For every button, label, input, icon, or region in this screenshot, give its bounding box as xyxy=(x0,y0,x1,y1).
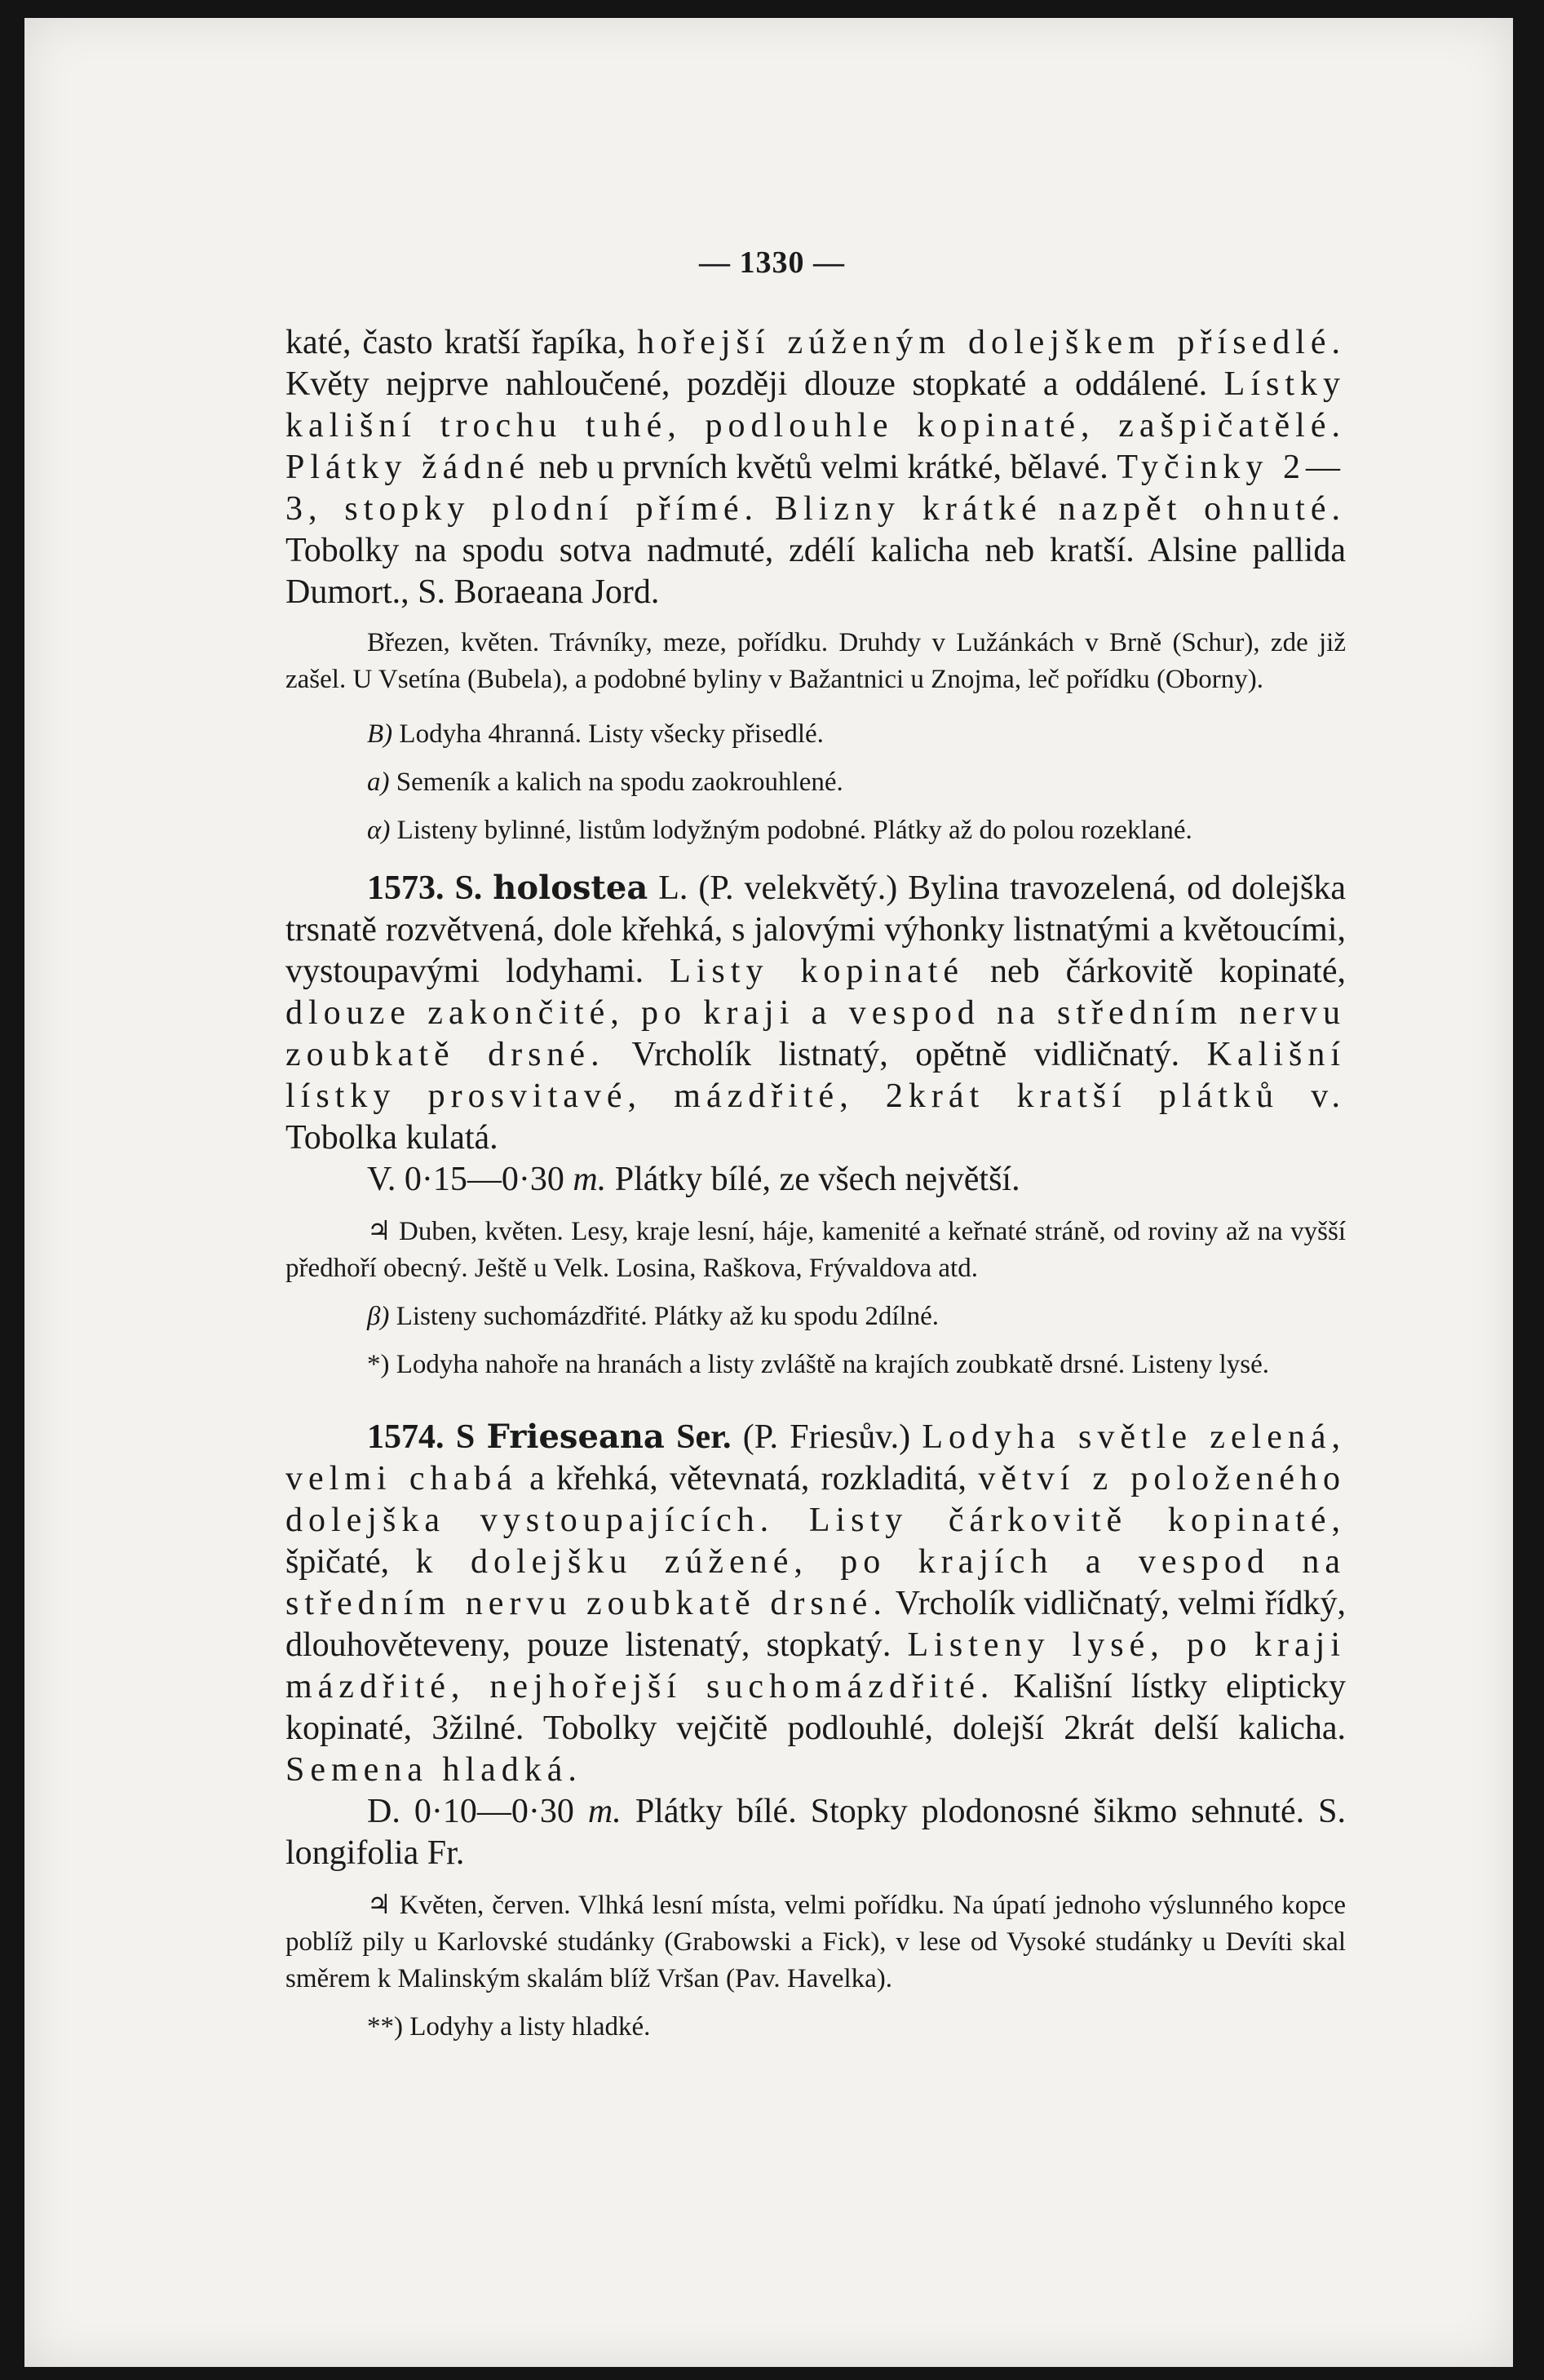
size-unit: m. xyxy=(573,1161,607,1198)
species-number: 1573. xyxy=(367,869,445,907)
spaced-text: k dolejšku zúžené, po krajích a vespod na středním nervu zoubkatě drsné. xyxy=(285,1543,1346,1622)
habitat-text: Květen, červen. Vlhká lesní místa, velmi pořídku. Na úpatí jednoho výslunného kopce poblíž pily u Karlovské studánky (Grabowski a Fick), v lese od Vysoké studánky u Devíti skal směrem k Malinským skalám blíž Vršan (Pav. Havelka). xyxy=(285,1891,1347,1993)
species-name: Frieseana xyxy=(486,1418,665,1456)
text-run: Bylina travozelená, od dolejška trsnatě rozvětvená, dole křehká, s jalovými výhonky listnatými a květoucími, vystoupavými lodyhami. xyxy=(285,869,1347,990)
perennial-symbol: ♃ xyxy=(367,1888,392,1920)
habitat-paragraph xyxy=(285,1886,1346,1997)
subsection-text: Listeny suchomázdřité. Plátky až ku spodu 2dílné. xyxy=(396,1302,940,1331)
subsection-text: Semeník a kalich na spodu zaokrouhlené. xyxy=(396,768,843,797)
footnote-marker: **) xyxy=(367,2012,403,2042)
species-1573-entry xyxy=(285,867,1346,1159)
spaced-text: Lístky kališní trochu tuhé, podlouhle kopinaté, zašpičatělé. xyxy=(285,365,1347,445)
species-vernacular: (P. Friesův.) xyxy=(742,1418,911,1456)
spaced-text: dlouze zakončité, po kraji a vespod na středním nervu zoubkatě drsné. xyxy=(285,994,1346,1073)
size-unit: m. xyxy=(587,1793,622,1830)
subsection-marker: α) xyxy=(367,816,391,845)
subsection-B xyxy=(285,716,1346,753)
spaced-text: Blizny krátké xyxy=(774,490,1042,528)
text-run: špičaté, xyxy=(285,1543,390,1581)
footnote-text: Lodyha nahoře na hranách a listy zvláště na krajích zoubkatě drsné. Listeny lysé. xyxy=(396,1350,1270,1379)
subsection-marker: a) xyxy=(367,768,390,797)
text-run: Květy nejprve nahloučené, později dlouze stopkaté a oddálené. xyxy=(285,365,1208,403)
habitat-paragraph: Březen, květen. Trávníky, meze, pořídku. Druhdy v Lužánkách v Brně (Schur), zde již zašel. U Vsetína (Bubela), a podobné byliny v Bažantnici u Znojma, leč pořídku (Oborny). xyxy=(285,628,1346,694)
species-genus: S. xyxy=(454,869,483,907)
footnote-marker: *) xyxy=(367,1350,390,1379)
species-vernacular: (P. velekvětý.) xyxy=(698,869,898,907)
spaced-text: větví z položeného dolejška xyxy=(285,1460,1347,1539)
page-body xyxy=(285,322,1346,2046)
size-range: D. 0·10—0·30 xyxy=(367,1793,574,1830)
species-number: 1574. xyxy=(367,1418,445,1456)
petal-description: Plátky bílé, ze všech největší. xyxy=(614,1161,1020,1198)
species-author: L. xyxy=(658,869,688,907)
spaced-text: Plátky žádné xyxy=(285,449,530,486)
footnote xyxy=(285,2009,1346,2046)
spaced-text: Lodyha světle zelená, velmi chabá xyxy=(285,1418,1347,1497)
perennial-symbol: ♃ xyxy=(367,1214,392,1246)
spaced-text: vystoupajících. xyxy=(480,1502,775,1539)
text-run: Vrcholík listnatý, opětně vidličnatý. xyxy=(631,1036,1180,1073)
spaced-text: Listy kopinaté xyxy=(670,953,965,990)
size-range: V. 0·15—0·30 xyxy=(367,1161,564,1198)
species-author: Ser. xyxy=(676,1418,732,1456)
footnote-text: Lodyhy a listy hladké. xyxy=(409,2012,651,2042)
spaced-text: nazpět ohnuté. xyxy=(1058,490,1346,528)
text-run: katé, často kratší řapíka, xyxy=(285,324,626,361)
species-1574-size xyxy=(285,1791,1346,1874)
spaced-text: hořejší zúženým dolejškem přísedlé. xyxy=(637,324,1347,361)
text-run: a křehká, větevnatá, rozkladitá, xyxy=(529,1460,967,1497)
spaced-text: Listy čárkovitě kopinaté, xyxy=(808,1502,1346,1539)
text-run: neb u prvních květů velmi krátké, bělavé. xyxy=(538,449,1108,486)
subsection-text: Lodyha 4hranná. Listy všecky přisedlé. xyxy=(399,719,824,749)
text-run: Tobolky na spodu sotva nadmuté, zdélí kalicha neb kratší. Alsine pallida Dumort., S. Boraeana Jord. xyxy=(285,532,1346,611)
petal-description: Plátky bílé. Stopky plodonosné šikmo sehnuté. S. longifolia Fr. xyxy=(285,1793,1346,1872)
subsection-a xyxy=(285,764,1346,801)
paragraph-description-continued xyxy=(285,322,1346,613)
spaced-text: Kališní lístky prosvitavé, mázdřité, 2krát kratší plátků v. xyxy=(285,1036,1346,1115)
subsection-marker: B) xyxy=(367,719,393,749)
spaced-text: Listeny lysé, po kraji mázdřité, nejhořejší suchomázdřité. xyxy=(285,1626,1347,1705)
footnote xyxy=(285,1347,1346,1383)
subsection-text: Listeny bylinné, listům lodyžným podobné. Plátky až do polou rozeklané. xyxy=(396,816,1192,845)
spaced-text: Semena hladká. xyxy=(285,1751,582,1789)
species-genus: S xyxy=(455,1418,476,1456)
species-name: holostea xyxy=(493,869,648,907)
species-1574-entry xyxy=(285,1416,1346,1791)
text-run: Kališní lístky elipticky kopinaté, 3žilné. Tobolky vejčitě podlouhlé, dolejší 2krát delší kalicha. xyxy=(285,1668,1346,1747)
text-run: neb čárkovitě kopinaté, xyxy=(990,953,1346,990)
habitat-text: Duben, květen. Lesy, kraje lesní, háje, kamenité a keřnaté stráně, od roviny až na vyšší předhoří obecný. Ještě u Velk. Losina, Raškova, Frývaldova atd. xyxy=(285,1217,1347,1283)
subsection-alpha xyxy=(285,812,1346,849)
text-run: Tobolka kulatá. xyxy=(285,1119,498,1157)
habitat-paragraph xyxy=(285,1212,1346,1287)
text-run: Vrcholík vidličnatý, velmi řídký, dlouhověteveny, pouze listenatý, stopkatý. xyxy=(285,1585,1346,1664)
page-number: — 1330 — xyxy=(699,246,845,280)
subsection-marker: β) xyxy=(367,1302,390,1331)
spaced-text: Tyčinky 2—3, stopky plodní přímé. xyxy=(285,449,1346,528)
subsection-beta xyxy=(285,1298,1346,1335)
species-1573-size xyxy=(285,1159,1346,1201)
